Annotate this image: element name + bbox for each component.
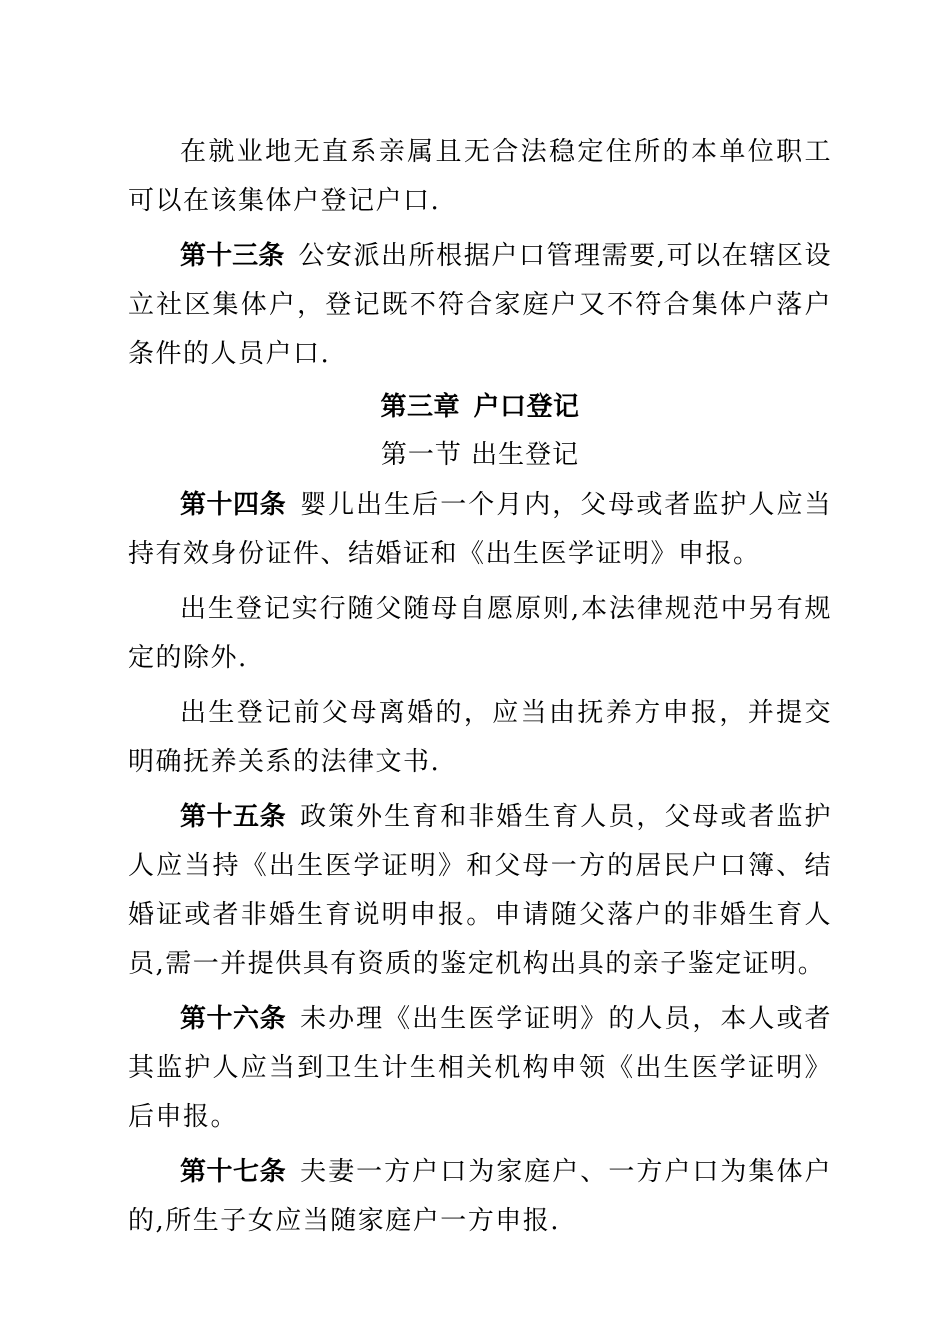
article-14-number: 第十四条 <box>180 490 287 520</box>
paragraph-collective-household-staff: 在就业地无直系亲属且无合法稳定住所的本单位职工可以在该集体户登记户口. <box>128 137 832 216</box>
article-15-text: 政策外生育和非婚生育人员，父母或者监护人应当持《出生医学证明》和父母一方的居民户口簿、结婚证或者非婚生育说明申报。申请随父落户的非婚生育人员,需一并提供具有资质的鉴定机构出具的亲子鉴定证明。 <box>128 802 832 979</box>
article-13-text: 公安派出所根据户口管理需要,可以在辖区设立社区集体户，登记既不符合家庭户又不符合集体户落户条件的人员户口. <box>128 241 832 369</box>
paragraph-divorce-before-registration: 出生登记前父母离婚的，应当由抚养方申报，并提交明确抚养关系的法律文书. <box>128 698 832 777</box>
article-15-number: 第十五条 <box>180 802 287 832</box>
paragraph-birth-registration-principle: 出生登记实行随父随母自愿原则,本法律规范中另有规定的除外. <box>128 594 832 673</box>
article-14 <box>128 481 832 579</box>
article-13 <box>128 232 832 379</box>
section-title: 第一节 出生登记 <box>380 440 580 470</box>
article-13-number: 第十三条 <box>180 241 285 271</box>
article-17-number: 第十七条 <box>180 1157 287 1187</box>
article-14-text: 婴儿出生后一个月内，父母或者监护人应当持有效身份证件、结婚证和《出生医学证明》申报。 <box>128 490 832 569</box>
document-page <box>128 128 832 1246</box>
article-16-text: 未办理《出生医学证明》的人员，本人或者其监护人应当到卫生计生相关机构申领《出生医学证明》后申报。 <box>128 1004 832 1132</box>
article-17-text: 夫妻一方户口为家庭户、一方户口为集体户的,所生子女应当随家庭户一方申报. <box>128 1157 832 1236</box>
article-16-number: 第十六条 <box>180 1004 287 1034</box>
chapter-title: 第三章 户口登记 <box>380 392 580 422</box>
article-17 <box>128 1148 832 1246</box>
article-15 <box>128 793 832 989</box>
article-16 <box>128 995 832 1142</box>
